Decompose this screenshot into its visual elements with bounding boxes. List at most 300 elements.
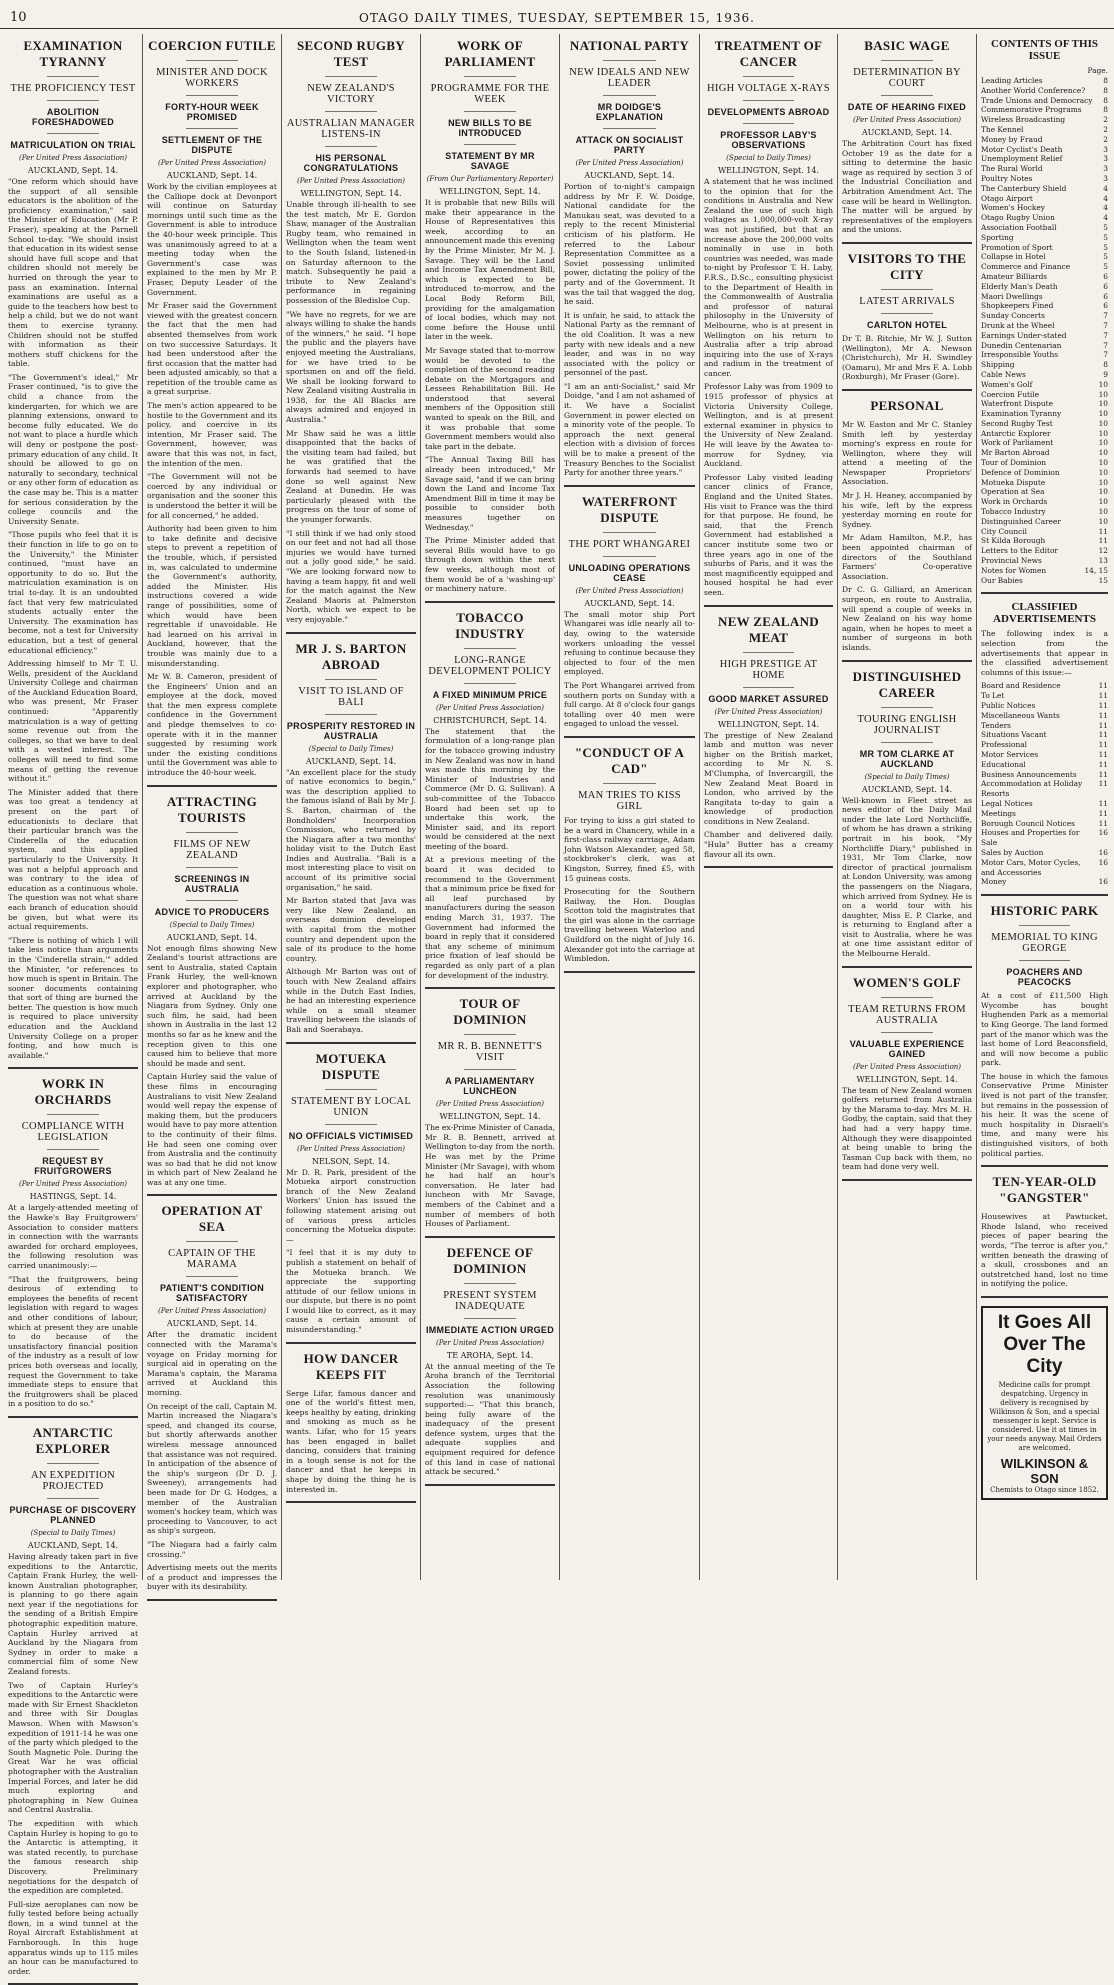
contents-item: Motor Cyclist's Death <box>981 144 1063 154</box>
article-credit: (Per United Press Association) <box>714 707 823 716</box>
article-headline: TOUR OF DOMINION <box>453 996 527 1028</box>
article-subheading: A FIXED MINIMUM PRICE <box>432 689 548 700</box>
classified-item: To Let <box>981 691 1005 701</box>
classified-row <box>981 809 1108 819</box>
contents-item: Examination Tyranny <box>981 409 1062 419</box>
contents-row <box>981 409 1108 419</box>
article-credit: (Special to Daily Times) <box>726 154 811 162</box>
contents-row <box>981 438 1108 448</box>
contents-page: 7 <box>1103 330 1108 340</box>
contents-item: Motueka Dispute <box>981 477 1046 487</box>
contents-item: Money by Fraud <box>981 134 1043 144</box>
rule-divider <box>1019 925 1070 926</box>
article-dateline: AUCKLAND, Sept. 14. <box>861 784 953 794</box>
masthead <box>0 8 1114 29</box>
classified-row <box>981 691 1108 701</box>
article-paragraph: Mr Shaw said he was a little disappointed that the backs of the visiting team had failed, but he was gratified that the forwards had seemed to have done so well against New Zealand at Dunedin. He was particularly pleased with the progress on the tour of some of the younger forwards. <box>286 428 416 524</box>
column-separator <box>842 389 972 391</box>
classified-item: Public Notices <box>981 701 1036 710</box>
rule-divider <box>881 289 933 290</box>
contents-item: Poultry Notes <box>981 173 1033 183</box>
contents-item: Unemployment Relief <box>981 154 1063 164</box>
contents-row <box>981 243 1108 253</box>
article-credit: (Per United Press Association) <box>157 1307 267 1316</box>
contents-page: 6 <box>1103 271 1108 281</box>
article-dateline: AUCKLAND, Sept. 14. <box>861 128 953 137</box>
rule-divider <box>186 900 238 901</box>
contents-row <box>981 429 1108 439</box>
classified-item: Educational <box>981 759 1026 769</box>
article-paragraph: Mr W. Easton and Mr C. Stanley Smith left by yesterday morning's express en route for Wellington, where they will attend a meeting of the Newspaper Proprietors' Association. <box>842 419 972 487</box>
article-paragraph: "That the fruitgrowers, being desirous of extending to employees the benefits of recent legislation with regard to wages and other conditions of labour, which at present they are unable to do because of the unsatisfactory financial position of the industry as a result of low prices both overseas and locally, request the Government to take immediate steps to ensure that the fruitgrowers shall be placed in a position to do so." <box>8 1274 138 1409</box>
contents-page: 5 <box>1103 252 1108 262</box>
article <box>842 398 972 653</box>
contents-page: 10 <box>1098 487 1108 497</box>
article-dateline: AUCKLAND, Sept. 14. <box>584 171 675 180</box>
classified-row <box>981 681 1108 691</box>
article-paragraph: It is unfair, he said, to attack the National Party as the remnant of the old Coalition. It was a new party with new ideals and a new leader, and was in no way associated with the policy or personnel of the past. <box>564 310 695 378</box>
contents-row <box>981 478 1108 488</box>
article-subheading: MEMORIAL TO KING GEORGE <box>991 932 1098 955</box>
contents-row <box>981 105 1108 115</box>
contents-page: 10 <box>1098 477 1108 487</box>
column-separator <box>564 485 695 487</box>
article-subheading: MR TOM CLARKE AT AUCKLAND <box>859 748 955 769</box>
article-subheading: MR R. B. BENNETT'S VISIT <box>437 1041 543 1064</box>
article-paragraph: "I still think if we had only stood on our feet and not had all those injuries we would have turned out a jolly good side," he said. "We are looking forward now to having a team happy, fit and well for the match against the New Zealand Maoris at Palmerston North, which we expect to be very enjoyable." <box>286 528 416 624</box>
rule-divider <box>881 60 933 61</box>
article-subheading: LATEST ARRIVALS <box>859 295 955 307</box>
article-subheading: ATTACK ON SOCIALIST PARTY <box>575 135 684 155</box>
article-subheading: CAPTAIN OF THE MARAMA <box>168 1248 256 1271</box>
article-paragraph: The team of New Zealand women golfers returned from Australia by the Marama to-day. Mrs M. H. Godby, the captain, said that they had had a very happy time. Although they were disappointed at being unable to bring the Tasman Cup back with them, no team had done very well. <box>842 1085 972 1172</box>
classified-page: 11 <box>1098 818 1108 828</box>
rule-divider <box>47 100 99 101</box>
newspaper-column <box>282 34 421 1580</box>
contents-row <box>981 350 1108 360</box>
contents-page: 6 <box>1103 301 1108 311</box>
contents-row <box>981 154 1108 164</box>
article-paragraph: Serge Lifar, famous dancer and one of the world's fittest men, keeps healthy by eating, drinking and smoking as much as he wants. Lifar, who for 15 years has been engaged in ballet dancing, considers that training in a tough sense is not for the dancer and that he keeps in shape by doing the thing he is interested in. <box>286 1388 416 1494</box>
contents-row <box>981 380 1108 390</box>
contents-item: Trade Unions and Democracy <box>981 95 1093 105</box>
rule-divider <box>464 76 516 77</box>
advert-body: Medicine calls for prompt despatching. Urgency in delivery is recognised by Wilkinson & Son, and a special messenger is kept. Service is considered. Use it at times in your needs anyway. Mail Orders are welcomed. <box>987 1380 1102 1452</box>
article <box>981 903 1108 1158</box>
contents-item: Another World Conference? <box>981 85 1086 95</box>
contents-item: Maori Dwellings <box>981 291 1043 301</box>
classified-page: 11 <box>1098 701 1108 710</box>
classified-page: 16 <box>1098 847 1108 857</box>
article-dateline: AUCKLAND, Sept. 14. <box>166 1319 258 1329</box>
article <box>425 996 555 1229</box>
contents-page: 3 <box>1103 164 1108 174</box>
contents-item: Otago Airport <box>981 193 1033 203</box>
classified-page: 16 <box>1098 877 1108 887</box>
contents-row <box>981 76 1108 86</box>
contents-row <box>981 145 1108 155</box>
contents-item: Waterfront Dispute <box>981 399 1053 409</box>
article-subheading: GOOD MARKET ASSURED <box>708 693 829 704</box>
contents-row <box>981 282 1108 292</box>
article-subheading: LONG-RANGE DEVELOPMENT POLICY <box>428 654 552 677</box>
column-separator <box>564 736 695 738</box>
article-paragraph: The men's action appeared to be hostile to the Government and its policy, and coercive in its intention, Mr Fraser said. The Government, however, was aware that this was not, in fact, the intention of the men. <box>147 401 277 468</box>
contents-page: 10 <box>1098 389 1108 399</box>
contents-item: St Kilda Borough <box>981 536 1046 546</box>
column-separator <box>286 1342 416 1344</box>
article-credit: (Per United Press Association) <box>435 1338 545 1347</box>
article-headline: HISTORIC PARK <box>990 903 1099 919</box>
newspaper-column <box>838 34 977 1580</box>
contents-item: Women's Hockey <box>981 203 1045 213</box>
article-paragraph: Mr J. H. Heaney, accompanied by his wife, left by the express yesterday morning en route for Sydney. <box>842 491 972 529</box>
article-headline: WOMEN'S GOLF <box>853 974 961 990</box>
contents-page: 10 <box>1098 379 1108 389</box>
advert-address: Chemists to Otago since 1852. <box>990 1485 1099 1494</box>
article-paragraph: The ex-Prime Minister of Canada, Mr R. B. Bennett, arrived at Wellington to-day from the north. He was met by the Prime Minister (Mr Savage), with whom he had half an hour's conversation. He later had luncheon with Mr Savage, members of the Cabinet and a number of members of both Houses of Parliament. <box>425 1123 555 1229</box>
contents-item: Earnings Under-stated <box>981 330 1067 340</box>
rule-divider <box>743 652 795 653</box>
classified-page: 11 <box>1098 769 1108 779</box>
article-headline: SECOND RUGBY TEST <box>297 38 405 69</box>
rule-divider <box>47 76 99 77</box>
article-subheading: PURCHASE OF DISCOVERY PLANNED <box>9 1504 137 1525</box>
rule-divider <box>186 95 238 96</box>
contents-item: Sunday Concerts <box>981 311 1045 321</box>
article-credit: (From Our Parliamentary Reporter) <box>426 175 554 183</box>
classified-row <box>981 828 1108 848</box>
classified-item: Board and Residence <box>981 681 1061 691</box>
article-credit: (Special to Daily Times) <box>169 920 255 929</box>
contents-item: Letters to the Editor <box>981 546 1058 556</box>
article-subheading: SETTLEMENT OF THE DISPUTE <box>161 135 263 155</box>
rule-divider <box>743 687 795 688</box>
article-credit: (Per United Press Association) <box>296 177 406 185</box>
contents-page: 8 <box>1103 76 1108 85</box>
classified-item: Sales by Auction <box>981 847 1044 857</box>
contents-row <box>981 487 1108 497</box>
article-dateline: AUCKLAND, Sept. 14. <box>166 171 258 180</box>
rule-divider <box>603 95 655 96</box>
rule-divider <box>47 1498 99 1499</box>
article-credit: (Per United Press Association) <box>157 159 267 167</box>
column-separator <box>286 1042 416 1044</box>
classified-item: Legal Notices <box>981 798 1033 808</box>
column-separator <box>981 894 1108 896</box>
rule-divider <box>186 867 238 868</box>
contents-page: 8 <box>1103 105 1108 115</box>
article <box>564 38 695 478</box>
contents-item: Shopkeepers Fined <box>981 301 1054 311</box>
advert-firm: WILKINSON & SON <box>1000 1455 1089 1486</box>
article-subheading: PRESENT SYSTEM INADEQUATE <box>443 1289 537 1312</box>
rule-divider <box>186 60 238 61</box>
article <box>842 669 972 959</box>
article-paragraph: "The Niagara had a fairly calm crossing." <box>147 1539 277 1559</box>
article-subheading: NEW IDEALS AND NEW LEADER <box>569 67 690 89</box>
article-paragraph: Well-known in Fleet street as news editor of the Daily Mail under the late Lord Northcliffe, of whom he has drawn a striking portrait in his book, "My Northcliffe Diary," published in 1931, Mr Tom Clarke, now director of practical journalism at London University, was among the passengers on the Niagara, which arrived from Sydney. He is on a world tour with his daughter, Miss E. P. Clarke, and is returning to England after a visit to Australia, where he was at one time assistant editor of the Melbourne Herald. <box>842 795 972 959</box>
rule-divider <box>881 1032 933 1033</box>
article-paragraph: For trying to kiss a girl stated to be a ward in Chancery, while in a first-class railway carriage, Adam John Watson Alexander, aged 58, stockbroker's clerk, was at Kingston, Surrey, fined £5, with 15 guineas costs. <box>564 815 695 883</box>
rule-divider <box>603 128 655 129</box>
contents-page: 10 <box>1098 458 1108 468</box>
article-paragraph: The Port Whangarei arrived from southern ports on Sunday with a full cargo. At 8 o'clock four gangs totalling over 40 men were engaged to unload the vessel. <box>564 680 695 729</box>
contents-item: Elderly Man's Death <box>981 281 1058 291</box>
contents-page: 5 <box>1103 242 1108 252</box>
article-paragraph: Mr Adam Hamilton, M.P., has been appointed chairman of directors of the Southland Farmers' Co-operative Association. <box>842 533 972 581</box>
rule-divider <box>464 1283 516 1284</box>
rule-divider <box>325 714 377 715</box>
contents-row <box>981 556 1108 566</box>
contents-page-label: Page. <box>1087 66 1108 75</box>
classified-page: 11 <box>1098 681 1108 691</box>
classified-row <box>981 779 1108 799</box>
article-headline: ANTARCTIC EXPLORER <box>32 1424 114 1456</box>
article-paragraph: Unable through ill-health to see the test match, Mr E. Gordon Shaw, manager of the Australian Rugby team, who remained in Wellington when the team went to the South Island, listened-in on Saturday afternoon to the match. Subsequently he paid a tribute to New Zealand's performance in regaining possession of the Bledisloe Cup. <box>286 200 416 305</box>
article-subheading: ABOLITION FORESHADOWED <box>31 107 115 127</box>
article-subheading: TOURING ENGLISH JOURNALIST <box>857 713 957 736</box>
contents-row <box>981 96 1108 106</box>
article-credit: (Per United Press Association) <box>435 703 545 712</box>
contents-item: Work of Parliament <box>981 438 1054 448</box>
column-separator <box>981 592 1108 594</box>
contents-page: 8 <box>1103 85 1108 95</box>
article <box>286 38 416 625</box>
article-paragraph: "An excellent place for the study of native economics to begin," was the description applied to the famous island of Bali by Mr J. S. Barton, chairman of the Bondholders' Incorporation Commission, who returned by the Niagara after a two months' holiday visit to the Dutch East Indies and Australia. "Bali is a most interesting place to visit on account of its primitive social organisation," he said. <box>286 767 416 892</box>
article-subheading: NEW BILLS TO BE INTRODUCED <box>448 118 532 138</box>
rule-divider <box>47 1149 99 1150</box>
column-separator <box>842 660 972 662</box>
contents-page: 10 <box>1098 516 1108 526</box>
article-headline: EXAMINATION TYRANNY <box>23 38 123 69</box>
classified-item: Business Announcements <box>981 769 1077 779</box>
contents-row <box>981 468 1108 478</box>
contents-title: CONTENTS OF THIS ISSUE <box>991 38 1098 62</box>
rule-divider <box>186 832 238 833</box>
column-separator <box>564 971 695 973</box>
rule-divider <box>47 133 99 134</box>
contents-page: 2 <box>1103 134 1108 144</box>
article-paragraph: Although Mr Barton was out of touch with New Zealand affairs while in the Dutch East Indies, he had an interesting experience while on a small steamer travelling between the islands of Bali and Soerabaya. <box>286 967 416 1034</box>
classified-page: 11 <box>1098 808 1108 818</box>
article-paragraph: Housewives at Pawtucket, Rhode Island, who received pieces of paper bearing the words, "The terror is after you," written beneath the drawing of a skull, crossbones and an outstretched hand, lost no time in notifying the police. <box>981 1212 1108 1289</box>
contents-item: Tobacco Industry <box>981 507 1046 517</box>
article-subheading: DATE OF HEARING FIXED <box>847 102 967 112</box>
article <box>842 975 972 1172</box>
article-subheading: VALUABLE EXPERIENCE GAINED <box>849 1038 965 1059</box>
article-subheading: SCREENINGS IN AUSTRALIA <box>174 873 250 894</box>
classified-row <box>981 848 1108 858</box>
contents-item: Tour of Dominion <box>981 458 1047 468</box>
classified-page: 11 <box>1098 759 1108 769</box>
article-paragraph: Prosecuting for the Southern Railway, the Hon. Douglas Scotton told the magistrates that the girl was alone in the carriage travelling between Waterloo and Guildford on the night of July 16. Alexander got into the carriage at Wimbledon. <box>564 887 695 964</box>
article-paragraph: At a previous meeting of the board it was decided to recommend to the Government that a minimum price be fixed for all leaf purchased by manufacturers during the season ending March 31, 1937. The Government had informed the board in reply that it considered that any scheme of minimum price fixation of leaf should be regarded as only part of a plan for development of the industry. <box>425 855 555 980</box>
newspaper-column <box>700 34 838 1580</box>
classified-item: Situations Vacant <box>981 730 1047 740</box>
article-headline: MR J. S. BARTON ABROAD <box>295 640 407 672</box>
rule-divider <box>743 76 795 77</box>
rule-divider <box>325 146 377 147</box>
classified-title: CLASSIFIED ADVERTISEMENTS <box>993 601 1096 626</box>
contents-page: 10 <box>1098 448 1108 458</box>
article-paragraph: The Minister added that there was too great a tendency at present on the part of educationists to declare that their particular branch was the Cinderella of the education system, and this applied particularly to the University. It was not a helpful approach and was contrary to the idea of education as a continuous whole. The question was not what share each branch of education should be given, but what were its actual requirements. <box>8 787 138 932</box>
contents-item: Notes for Women <box>981 565 1047 575</box>
rule-divider <box>881 313 933 314</box>
article-subheading: AN EXPEDITION PROJECTED <box>30 1469 116 1492</box>
contents-item: Collapse in Hotel <box>981 252 1046 262</box>
article <box>286 1351 416 1495</box>
article-paragraph: Dr T. B. Ritchie, Mr W. J. Sutton (Wellington), Mr A. Newson (Christchurch), Mr H. Swindley (Oamaru), Mr and Mrs F. A. Lobb (Roxburgh), Mr Fraser (Gore). <box>842 333 972 382</box>
column-separator <box>425 1236 555 1238</box>
contents-row <box>981 419 1108 429</box>
article-dateline: AUCKLAND, Sept. 14. <box>27 1540 119 1550</box>
article <box>286 641 416 1035</box>
contents-page: 11 <box>1098 536 1108 546</box>
contents-page: 6 <box>1103 291 1108 301</box>
classified-item: Professional <box>981 740 1027 750</box>
column-separator <box>425 1484 555 1486</box>
contents-row <box>981 252 1108 262</box>
article-headline: TEN-YEAR-OLD "GANGSTER" <box>992 1174 1097 1206</box>
contents-item: Sporting <box>981 232 1014 242</box>
contents-page: 14, 15 <box>1084 565 1108 575</box>
article-dateline: NELSON, Sept. 14. <box>311 1156 391 1166</box>
contents-item: The Kennel <box>981 124 1024 134</box>
article-paragraph: "I am an anti-Socialist," said Mr Doidge, "and I am not ashamed of it. We have a Socialist Government in power elected on a minority vote of the people. To approach the next general election with a division of forces will be to make a present of the Treasury Benches to the Socialist Party for another three years." <box>564 381 695 478</box>
contents-item: Our Babies <box>981 575 1023 585</box>
classified-row <box>981 770 1108 780</box>
contents-row <box>981 536 1108 546</box>
article-headline: "CONDUCT OF A CAD" <box>574 744 685 776</box>
contents-item: Second Rugby Test <box>981 418 1053 428</box>
contents-row <box>981 390 1108 400</box>
rule-divider <box>1019 960 1070 961</box>
column-separator <box>842 966 972 968</box>
column-separator <box>704 866 833 868</box>
article-paragraph: Advertising meets out the merits of a product and impresses the buyer with its desirability. <box>147 1563 277 1592</box>
contents-item: Mr Barton Abroad <box>981 448 1050 458</box>
contents-page: 3 <box>1103 154 1108 164</box>
article-subheading: CARLTON HOTEL <box>866 319 948 330</box>
contents-row <box>981 507 1108 517</box>
rule-divider <box>603 783 655 784</box>
article-credit: (Per United Press Association) <box>575 586 684 595</box>
wilkinson-advert <box>981 1306 1108 1500</box>
contents-item: Coercion Futile <box>981 389 1040 399</box>
contents-page: 13 <box>1098 556 1108 566</box>
contents-item: Cable News <box>981 369 1026 379</box>
contents-item: Promotion of Sport <box>981 242 1053 252</box>
article-paragraph: At a largely-attended meeting of the Hawke's Bay Fruitgrowers' Association to consider matters in connection with the warrants awarded for orchard employees, the following resolution was carried unanimously:— <box>8 1203 138 1270</box>
article-paragraph: Full-size aeroplanes can now be fully tested before being actually flown, in a wind tunnel at the Royal Aircraft Establishment at Farnborough. In this huge apparatus winds up to 115 miles an hour can be manufactured to order. <box>8 1899 138 1976</box>
contents-row <box>981 174 1108 184</box>
contents-item: Distinguished Career <box>981 516 1061 526</box>
contents-row <box>981 203 1108 213</box>
article-paragraph: The statement that the formulation of a long-range plan for the tobacco growing industry in New Zealand was now in hand was made this morning by the Minister of Industries and Commerce (Mr D. G. Sullivan). A sub-committee of the Tobacco Board had been set up to undertake this work, the Minister said, and its report would be considered at the next meeting of the board. <box>425 726 555 851</box>
column-separator <box>147 785 277 787</box>
article-subheading: A PARLIAMENTARY LUNCHEON <box>445 1076 535 1097</box>
contents-page: 7 <box>1103 350 1108 360</box>
column-separator <box>981 1165 1108 1167</box>
classified-item: Money <box>981 877 1007 887</box>
article-dateline: AUCKLAND, Sept. 14. <box>305 756 397 766</box>
contents-page: 7 <box>1103 311 1108 321</box>
article-credit: (Per United Press Association) <box>575 159 684 167</box>
article-paragraph: Mr D. R. Park, president of the Motueka airport construction branch of the New Zealand Workers' Union has issued the following statement arising out of various press articles concerning the Motueka dispute:— <box>286 1167 416 1244</box>
rule-divider <box>325 1089 377 1090</box>
advert-headline: It Goes All Over The City <box>997 1311 1092 1377</box>
contents-page: 10 <box>1098 497 1108 507</box>
article <box>147 38 277 778</box>
contents-row <box>981 292 1108 302</box>
contents-page: 10 <box>1098 418 1108 428</box>
contents-item: Drunk at the Wheel <box>981 320 1055 330</box>
contents-row <box>981 184 1108 194</box>
classified-row <box>981 721 1108 731</box>
classified-row <box>981 730 1108 740</box>
article-subheading: MINISTER AND DOCK WORKERS <box>156 67 268 89</box>
article-paragraph: The small motor ship Port Whangarei was idle nearly all to-day, owing to the waterside workers unloading the vessel refusing to continue because they objected to four of the men employed. <box>564 609 695 677</box>
classified-row <box>981 858 1108 878</box>
article-paragraph: At the annual meeting of the Te Aroha branch of the Territorial Association the following resolution was unanimously supported:— "That this branch, being fully aware of the inadequacy of the present defence system, urges that the adequate supplies and equipment required for defence of this land in case of national attack be secured." <box>425 1361 555 1477</box>
article-credit: (Special to Daily Times) <box>864 772 950 781</box>
article <box>842 38 972 235</box>
article-subheading: MAN TRIES TO KISS GIRL <box>578 789 681 812</box>
article-paragraph: "There is nothing of which I will take less notice than arguments in the 'Cinderella strain,'" added the Minister, "or references to how much is spent in Britain. The sooner documents containing that sort of thing are burned the better. The question is how much is required to place university education and the Auckland University College on a proper footing, and how much is available." <box>8 935 138 1060</box>
contents-page: 5 <box>1103 222 1108 232</box>
article-credit: (Per United Press Association) <box>435 1100 545 1109</box>
article-subheading: UNLOADING OPERATIONS CEASE <box>568 562 691 583</box>
contents-row <box>981 272 1108 282</box>
rule-divider <box>325 679 377 680</box>
contents-page: 10 <box>1098 428 1108 438</box>
contents-row <box>981 546 1108 556</box>
contents-row <box>981 135 1108 145</box>
rule-divider <box>881 95 933 96</box>
article-headline: NATIONAL PARTY <box>569 38 690 53</box>
rule-divider <box>325 111 377 112</box>
contents-item: Commemorative Programs <box>981 105 1082 115</box>
article-paragraph: Two of Captain Hurley's expeditions to the Antarctic were made with Sir Ernest Shackleton and three with Sir Douglas Mawson. When with Mawson's expedition of 1911-14 he was one of the party which pledged to the South Magnetic Pole. During the Great War he was official photographer with the Australian Imperial Forces, and later he did much exploring and photographing in New Guinea and Central Australia. <box>8 1680 138 1815</box>
contents-item: Wireless Broadcasting <box>981 115 1066 125</box>
rule-divider <box>881 742 933 743</box>
article-headline: COERCION FUTILE <box>148 38 276 53</box>
article-paragraph: On receipt of the call, Captain M. Martin increased the Niagara's speed, and changed its course, but shortly afterwards another wireless message announced that assistance was not required. In anticipation of the absence of the ship's surgeon (Dr D. J. Sweeney), arrangements had been made for Dr G. Hodges, a member of the Australian women's hockey team, which was proceeding to Vancouver, to act as ship's surgeon. <box>147 1401 277 1536</box>
article-subheading: MATRICULATION ON TRIAL <box>10 140 136 150</box>
classified-item: Motor Services <box>981 749 1039 759</box>
rule-divider <box>464 1034 516 1035</box>
rule-divider <box>464 1069 516 1070</box>
contents-page: 10 <box>1098 507 1108 517</box>
article-subheading: THE PROFICIENCY TEST <box>10 83 136 94</box>
contents-row <box>981 262 1108 272</box>
classified-page: 11 <box>1098 720 1108 730</box>
article <box>425 38 555 594</box>
contents-item: The Rural World <box>981 164 1043 174</box>
article-paragraph: "I feel that it is my duty to publish a statement on behalf of the Motueka branch. We appreciate the supporting attitude of our fellow unions in our dispute, but there is no point I would like to correct, as it may cause a certain amount of misunderstanding." <box>286 1248 416 1335</box>
article <box>704 38 833 598</box>
classified-item: Miscellaneous Wants <box>981 710 1060 720</box>
article-paragraph: The prestige of New Zealand lamb and mutton was never higher on the British market, according to Mr N. S. M'Clumpha, of Invercargill, the New Zealand Meat Board in London, who arrived by the Rangitata to-day to gain a knowledge of production conditions in New Zealand. <box>704 730 833 826</box>
column-separator <box>842 1179 972 1181</box>
article-subheading: FORTY-HOUR WEEK PROMISED <box>165 102 259 122</box>
rule-divider <box>186 1276 238 1277</box>
classified-row <box>981 877 1108 887</box>
classified-row <box>981 819 1108 829</box>
article-headline: WORK IN ORCHARDS <box>34 1076 112 1108</box>
article-subheading: FILMS OF NEW ZEALAND <box>173 838 251 861</box>
